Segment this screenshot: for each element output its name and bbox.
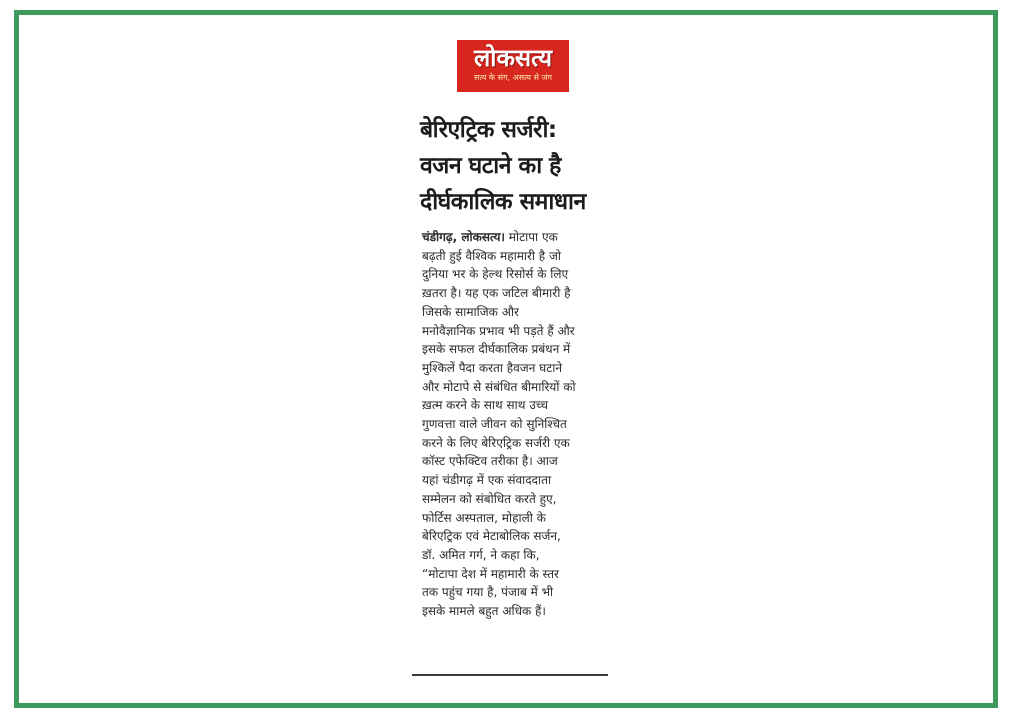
article-line: मुश्किलें पैदा करता हैवजन घटाने xyxy=(422,360,563,375)
article-line: और मोटापे से संबंधित बीमारियों को xyxy=(422,379,576,394)
article-line: यहां चंडीगढ़ में एक संवाददाता xyxy=(422,473,552,488)
article-line: बढ़ती हुई वैश्विक महामारी है जो xyxy=(422,248,562,263)
article-line: इसके मामले बहुत अधिक हैं। xyxy=(422,604,546,619)
article-line: सम्मेलन को संबोधित करते हुए, xyxy=(422,491,557,506)
headline-line: दीर्घकालिक समाधान xyxy=(420,189,586,215)
article-line: करने के लिए बेरिएट्रिक सर्जरी एक xyxy=(422,435,570,450)
headline xyxy=(420,112,620,220)
logo-tagline: सत्य के संग, असत्य से जंग xyxy=(473,73,552,82)
article-line: ख़तरा है। यह एक जटिल बीमारी है xyxy=(422,286,571,301)
article-line: गुणवत्ता वाले जीवन को सुनिश्चित xyxy=(422,417,567,432)
article-line: बेरिएट्रिक एवं मेटाबोलिक सर्जन, xyxy=(422,529,561,544)
bottom-rule xyxy=(412,674,608,676)
article-line: डॉ. अमित गर्ग, ने कहा कि, xyxy=(422,547,540,562)
article-line: दुनिया भर के हेल्थ रिसोर्स के लिए xyxy=(422,267,569,282)
article-line: तक पहुंच गया है, पंजाब में भी xyxy=(422,585,554,600)
article-line: मनोवैज्ञानिक प्रभाव भी पड़ते हैं और xyxy=(422,323,575,338)
article-line: “मोटापा देश में महामारी के स्तर xyxy=(422,566,559,581)
article-line: इसके सफल दीर्घकालिक प्रबंधन में xyxy=(422,342,571,357)
headline-line: वजन घटाने का है xyxy=(420,153,561,179)
dateline: चंडीगढ़, लोकसत्य। xyxy=(422,230,505,244)
article-line: फोर्टिस अस्पताल, मोहाली के xyxy=(422,510,546,525)
headline-line: बेरिएट्रिक सर्जरी: xyxy=(420,117,557,143)
first-line-text: मोटापा एक xyxy=(504,230,558,244)
article-line: कॉस्ट एफेक्टिव तरीका है। आज xyxy=(422,454,558,469)
article-body xyxy=(422,228,618,621)
newspaper-logo xyxy=(457,40,569,92)
article-line: ख़त्म करने के साथ साथ उच्च xyxy=(422,398,548,413)
logo-name: लोकसत्य xyxy=(473,44,553,72)
article-line: जिसके सामाजिक और xyxy=(422,304,519,319)
article-first-line xyxy=(422,228,618,247)
